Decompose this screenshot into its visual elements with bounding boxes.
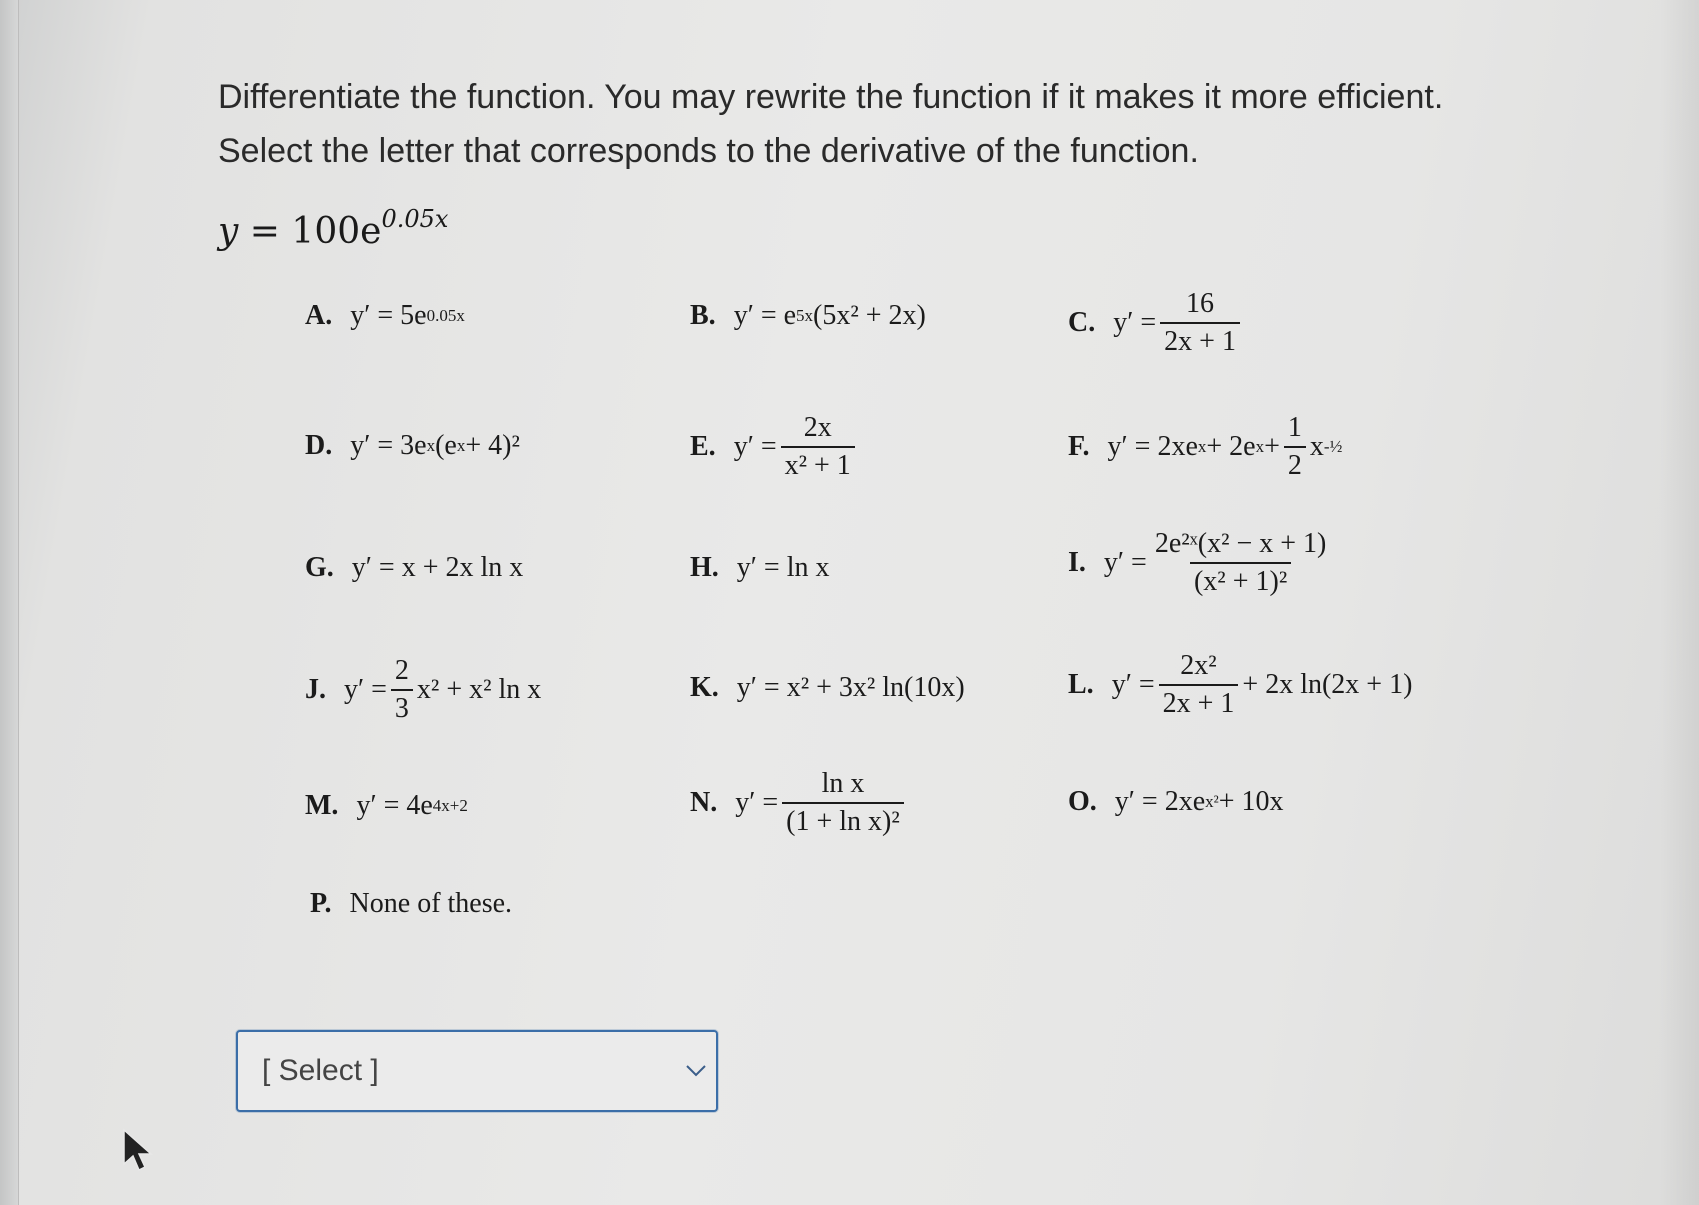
option-n-fraction: $\frac{\text{ln x}}{\text{(1 + ln x)²}}$ (782, 768, 904, 838)
option-i-fraction: $\frac{\text{2e²ˣ(x² − x + 1)}}{\text{(x² + 1)²}}$ (1154, 528, 1327, 597)
option-e-fraction: $\frac{2x}{\text{x² + 1}}$ (781, 412, 855, 482)
option-l-fraction: $\frac{\text{2x²}}{2x + 1}$ (1159, 650, 1239, 720)
option-g: G. y′ = x + 2x ln x (305, 552, 524, 583)
option-i: I. y′ = $\frac{\text{2e²ˣ(x² − x + 1)}}{\text{(x² + 1)²}}$ (1068, 528, 1334, 598)
mouse-cursor-icon (122, 1128, 156, 1172)
answer-select[interactable] (236, 1030, 718, 1112)
option-p: P. None of these. (310, 888, 513, 919)
option-a: A. y′ = 5e 0.05x (305, 300, 465, 331)
option-f-fraction: $\frac{1}{2}$ (1284, 412, 1306, 482)
question-line-2: Select the letter that corresponds to the derivative of the function. (218, 132, 1199, 170)
option-m: M. y′ = 4e 4x+2 (305, 790, 468, 821)
option-b: B. y′ = e 5x (5x² + 2x) (690, 300, 926, 331)
left-panel-edge (0, 0, 19, 1205)
right-shadow (1659, 0, 1699, 1205)
option-h: H. y′ = ln x (690, 552, 830, 583)
answer-select-label: [ Select ] (262, 1054, 379, 1087)
option-n: N. y′ = $\frac{\text{ln x}}{\text{(1 + ln x)²}}$ (690, 768, 908, 838)
chevron-down-icon (682, 1056, 710, 1084)
option-k: K. y′ = x² + 3x² ln(10x) (690, 672, 965, 703)
option-c-fraction: $\frac{16}{2x + 1}$ (1160, 288, 1240, 358)
function-expression: $y = 100e^{0.05x}$ (218, 205, 449, 252)
option-e: E. y′ = $\frac{2x}{\text{x² + 1}}$ (690, 412, 859, 482)
option-d: D. y′ = 3e x (e x + 4)² (305, 430, 520, 461)
option-o: O. y′ = 2xe x² + 10x (1068, 786, 1284, 817)
option-j-fraction: $\frac{2}{3}$ (391, 655, 413, 725)
question-text (218, 70, 1598, 178)
option-j: J. y′ = $\frac{2}{3}$ x² + x² ln x (305, 655, 542, 724)
option-f: F. y′ = 2xe x + 2e x + $\frac{1}{2}$ x -½ (1068, 412, 1343, 481)
option-l: L. y′ = $\frac{\text{2x²}}{2x + 1}$ + 2x ln(2x + 1) (1068, 650, 1413, 719)
question-line-1: Differentiate the function. You may rewrite the function if it makes it more efficient. (218, 78, 1444, 116)
option-c: C. y′ = $\frac{16}{2x + 1}$ (1068, 288, 1244, 358)
